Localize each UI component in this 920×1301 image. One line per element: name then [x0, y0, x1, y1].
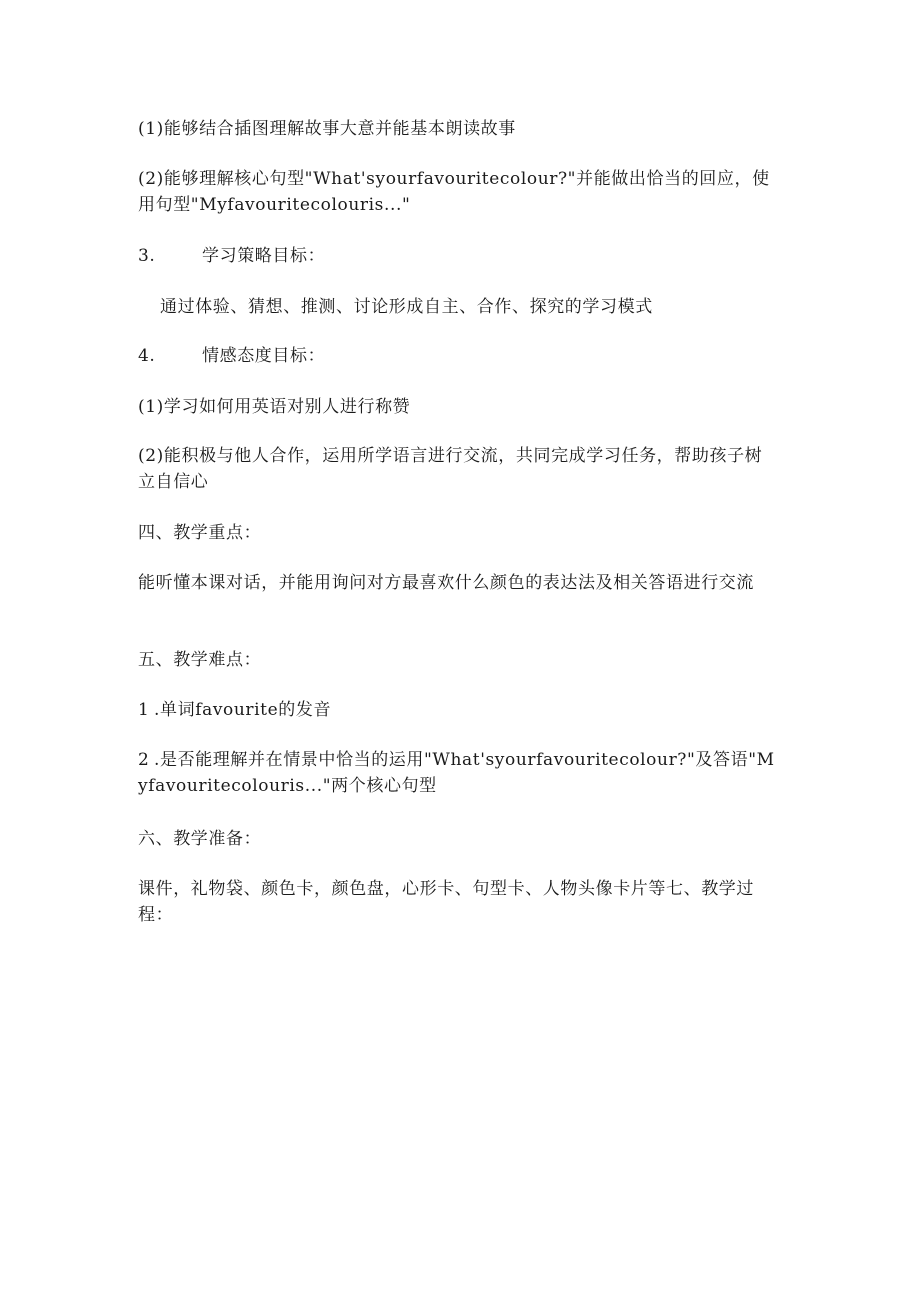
- difficulty-1-number: 1: [138, 700, 150, 720]
- section-4-title: 情感态度目标：: [202, 346, 326, 366]
- section-3-title: 学习策略目标：: [202, 246, 326, 266]
- difficulty-2-text: .是否能理解并在情景中恰当的运用"What'syourfavouritecolour?"及答语"Myfavouritecolouris..."两个核心句型: [138, 750, 775, 796]
- section-difficulties-heading: 五、教学难点：: [138, 650, 262, 670]
- difficulty-1-text: .单词favourite的发音: [154, 700, 332, 720]
- affective-1-line: (1)学习如何用英语对别人进行称赞: [138, 397, 411, 417]
- section-3-heading: [138, 243, 778, 269]
- strategy-line: 通过体验、猜想、推测、讨论形成自主、合作、探究的学习模式: [160, 297, 653, 317]
- key-points-line: 能听懂本课对话，并能用询问对方最喜欢什么颜色的表达法及相关答语进行交流: [138, 573, 754, 593]
- affective-2-line: (2)能积极与他人合作，运用所学语言进行交流，共同完成学习任务，帮助孩子树立自信心: [138, 446, 763, 492]
- section-preparation-heading: 六、教学准备：: [138, 829, 262, 849]
- preparation-line: 课件，礼物袋、颜色卡，颜色盘，心形卡、句型卡、人物头像卡片等七、教学过程：: [138, 879, 754, 925]
- difficulty-2-line: [138, 747, 778, 799]
- objective-1-line: (1)能够结合插图理解故事大意并能基本朗读故事: [138, 119, 516, 139]
- section-key-points-heading: 四、教学重点：: [138, 523, 262, 543]
- section-4-heading: [138, 343, 778, 369]
- difficulty-1-line: [138, 697, 778, 723]
- section-3-number: 3.: [138, 246, 156, 266]
- section-4-number: 4.: [138, 346, 156, 366]
- difficulty-2-number: 2: [138, 750, 150, 770]
- objective-2-line: (2)能够理解核心句型"What'syourfavouritecolour?"并能做出恰当的回应，使用句型"Myfavouritecolouris...": [138, 169, 770, 215]
